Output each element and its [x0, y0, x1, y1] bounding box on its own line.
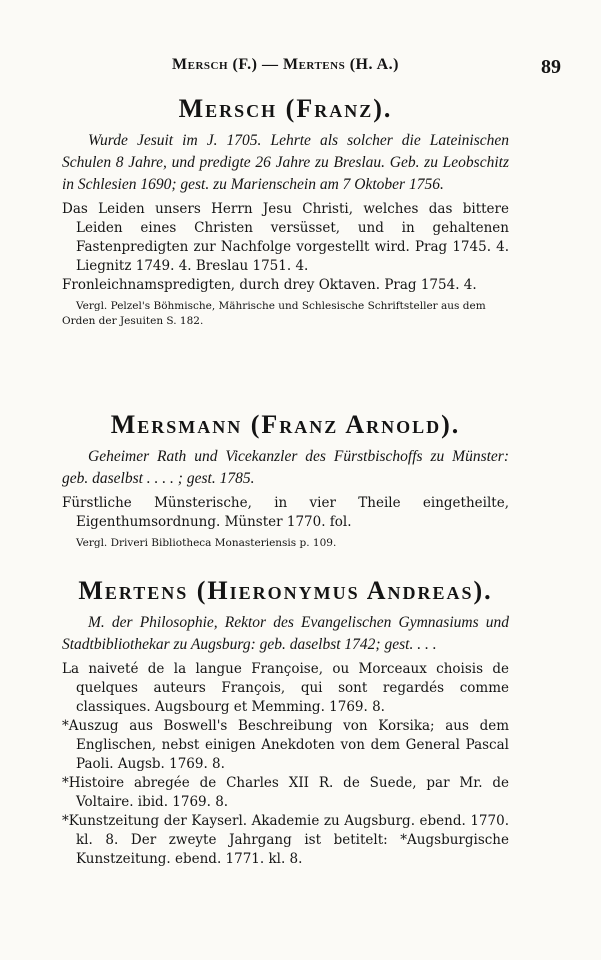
running-head	[60, 56, 561, 80]
work-item: La naiveté de la langue Françoise, ou Morceaux choisis de quelques auteurs François, qui sont regardés comme classiques. Augsbourg et Memming. 1769. 8.	[62, 661, 509, 715]
entry-biography: Wurde Jesuit im J. 1705. Lehrte als solcher die Lateinischen Schulen 8 Jahre, und predigte 26 Jahre zu Breslau. Geb. zu Leobschitz in Schlesien 1690; gest. zu Marienschein am 7 Oktober 1756.	[62, 132, 509, 193]
reference-note: Vergl. Pelzel's Böhmische, Mährische und Schlesische Schriftsteller aus dem Orden der Jesuiten S. 182.	[62, 300, 486, 327]
works-list	[62, 494, 509, 532]
work-item: *Histoire abregée de Charles XII R. de Suede, par Mr. de Voltaire. ibid. 1769. 8.	[62, 775, 509, 810]
entry-heading: Mertens (Hieronymus Andreas).	[78, 576, 493, 605]
entry-heading: Mersch (Franz).	[178, 94, 393, 123]
page-number: 89	[541, 56, 561, 78]
works-list	[62, 200, 509, 295]
entry-mersch	[62, 92, 509, 329]
reference-note: Vergl. Driveri Bibliotheca Monasteriensis p. 109.	[76, 537, 337, 549]
entry-mertens	[62, 574, 509, 869]
work-item: *Kunstzeitung der Kayserl. Akademie zu Augsburg. ebend. 1770. kl. 8. Der zweyte Jahrgang ist betitelt: *Augsburgische Kunstzeitung. ebend. 1771. kl. 8.	[62, 813, 509, 867]
entry-biography: M. der Philosophie, Rektor des Evangelischen Gymnasiums und Stadtbibliothekar zu Augsburg: geb. daselbst 1742; gest. . . .	[62, 614, 509, 653]
entry-heading: Mersmann (Franz Arnold).	[110, 410, 461, 439]
entry-mersmann	[62, 408, 509, 551]
work-item: Fronleichnamspredigten, durch drey Oktaven. Prag 1754. 4.	[62, 277, 477, 293]
running-head-title: Mersch (F.) — Mertens (H. A.)	[172, 56, 399, 73]
work-item: Das Leiden unsers Herrn Jesu Christi, welches das bittere Leiden eines Christen versüsset, und in gehaltenen Fastenpredigten zur Nachfolge vorgestellt wird. Prag 1745. 4. Liegnitz 1749. 4. Breslau 1751. 4.	[62, 201, 509, 274]
work-item: *Auszug aus Boswell's Beschreibung von Korsika; aus dem Englischen, nebst einigen Anekdoten von dem General Pascal Paoli. Augsb. 1769. 8.	[62, 718, 509, 772]
work-item: Fürstliche Münsterische, in vier Theile eingetheilte, Eigenthumsordnung. Münster 1770. fol.	[62, 495, 509, 530]
works-list	[62, 660, 509, 869]
entry-biography: Geheimer Rath und Vicekanzler des Fürstbischoffs zu Münster: geb. daselbst . . . . ; gest. 1785.	[62, 448, 509, 487]
